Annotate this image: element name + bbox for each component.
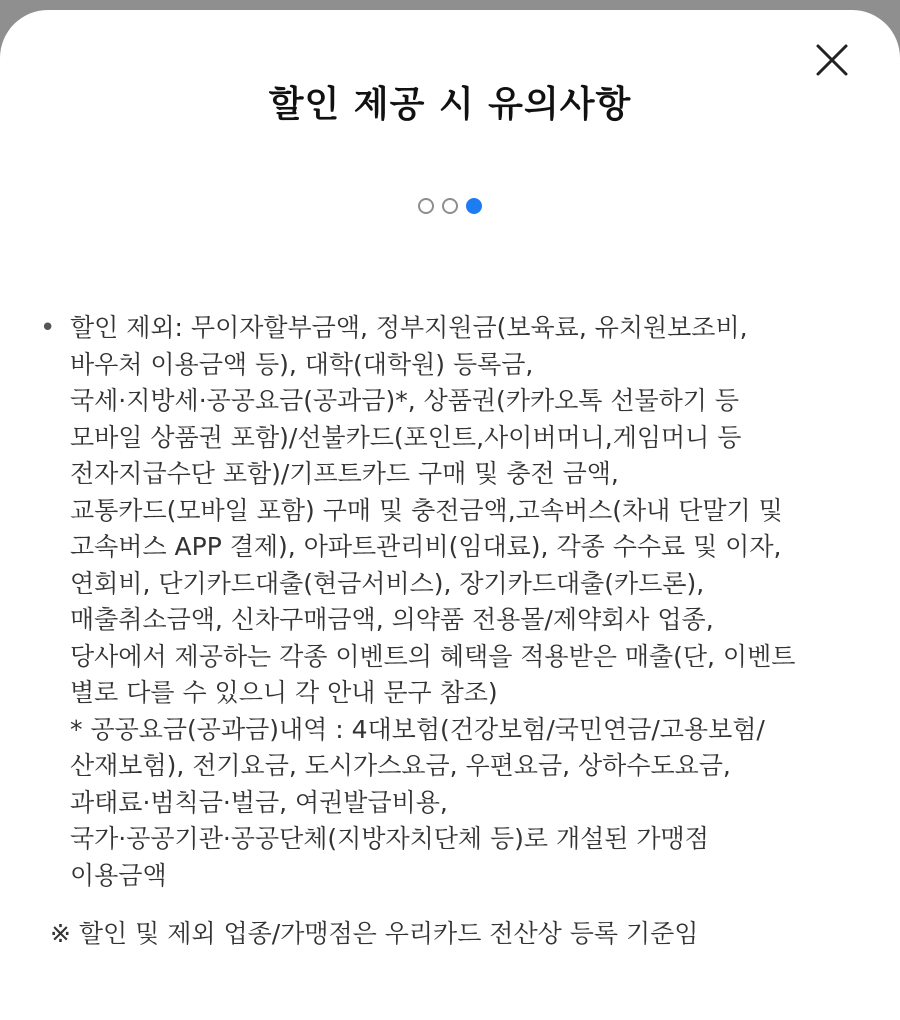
notice-line: 국가·공공기관·공공단체(지방자치단체 등)로 개설된 가맹점 xyxy=(70,824,709,853)
page-indicator xyxy=(0,198,900,214)
notice-line: 전자지급수단 포함)/기프트카드 구매 및 충전 금액, xyxy=(70,459,619,488)
footnote: ※ 할인 및 제외 업종/가맹점은 우리카드 전산상 등록 기준임 xyxy=(50,919,699,948)
notice-line: 할인 제외: 무이자할부금액, 정부지원금(보육료, 유치원보조비, xyxy=(70,313,748,342)
modal-sheet xyxy=(0,10,900,1020)
notice-content xyxy=(40,310,870,952)
page-dot-3-active[interactable] xyxy=(466,198,482,214)
notice-line: 산재보험), 전기요금, 도시가스요금, 우편요금, 상하수도요금, xyxy=(70,751,731,780)
close-icon xyxy=(812,40,852,80)
modal-title: 할인 제공 시 유의사항 xyxy=(268,84,632,125)
close-button[interactable] xyxy=(812,40,852,80)
notice-line: 모바일 상품권 포함)/선불카드(포인트,사이버머니,게임머니 등 xyxy=(70,422,742,452)
bullet-icon: • xyxy=(40,313,56,343)
notice-line: 고속버스 APP 결제), 아파트관리비(임대료), 각종 수수료 및 이자, xyxy=(70,532,782,561)
page-dot-2[interactable] xyxy=(442,198,458,214)
notice-line: 연회비, 단기카드대출(현금서비스), 장기카드대출(카드론), xyxy=(70,568,705,598)
notice-line: 당사에서 제공하는 각종 이벤트의 혜택을 적용받은 매출(단, 이벤트 xyxy=(70,641,796,671)
notice-line: 별로 다를 수 있으니 각 안내 문구 참조) xyxy=(70,678,498,707)
notice-line: 과태료·범칙금·벌금, 여권발급비용, xyxy=(70,787,448,817)
notice-line: 매출취소금액, 신차구매금액, 의약품 전용몰/제약회사 업종, xyxy=(70,605,714,634)
page-dot-1[interactable] xyxy=(418,198,434,214)
notice-line: 바우처 이용금액 등), 대학(대학원) 등록금, xyxy=(70,349,534,379)
notice-item xyxy=(40,310,870,894)
notice-line: 교통카드(모바일 포함) 구매 및 충전금액,고속버스(차내 단말기 및 xyxy=(70,495,783,525)
notice-text xyxy=(70,310,870,894)
notice-line: * 공공요금(공과금)내역 : 4대보험(건강보험/국민연금/고용보험/ xyxy=(70,714,765,744)
notice-line: 국세·지방세·공공요금(공과금)*, 상품권(카카오톡 선물하기 등 xyxy=(70,386,740,415)
notice-line: 이용금액 xyxy=(70,860,167,890)
